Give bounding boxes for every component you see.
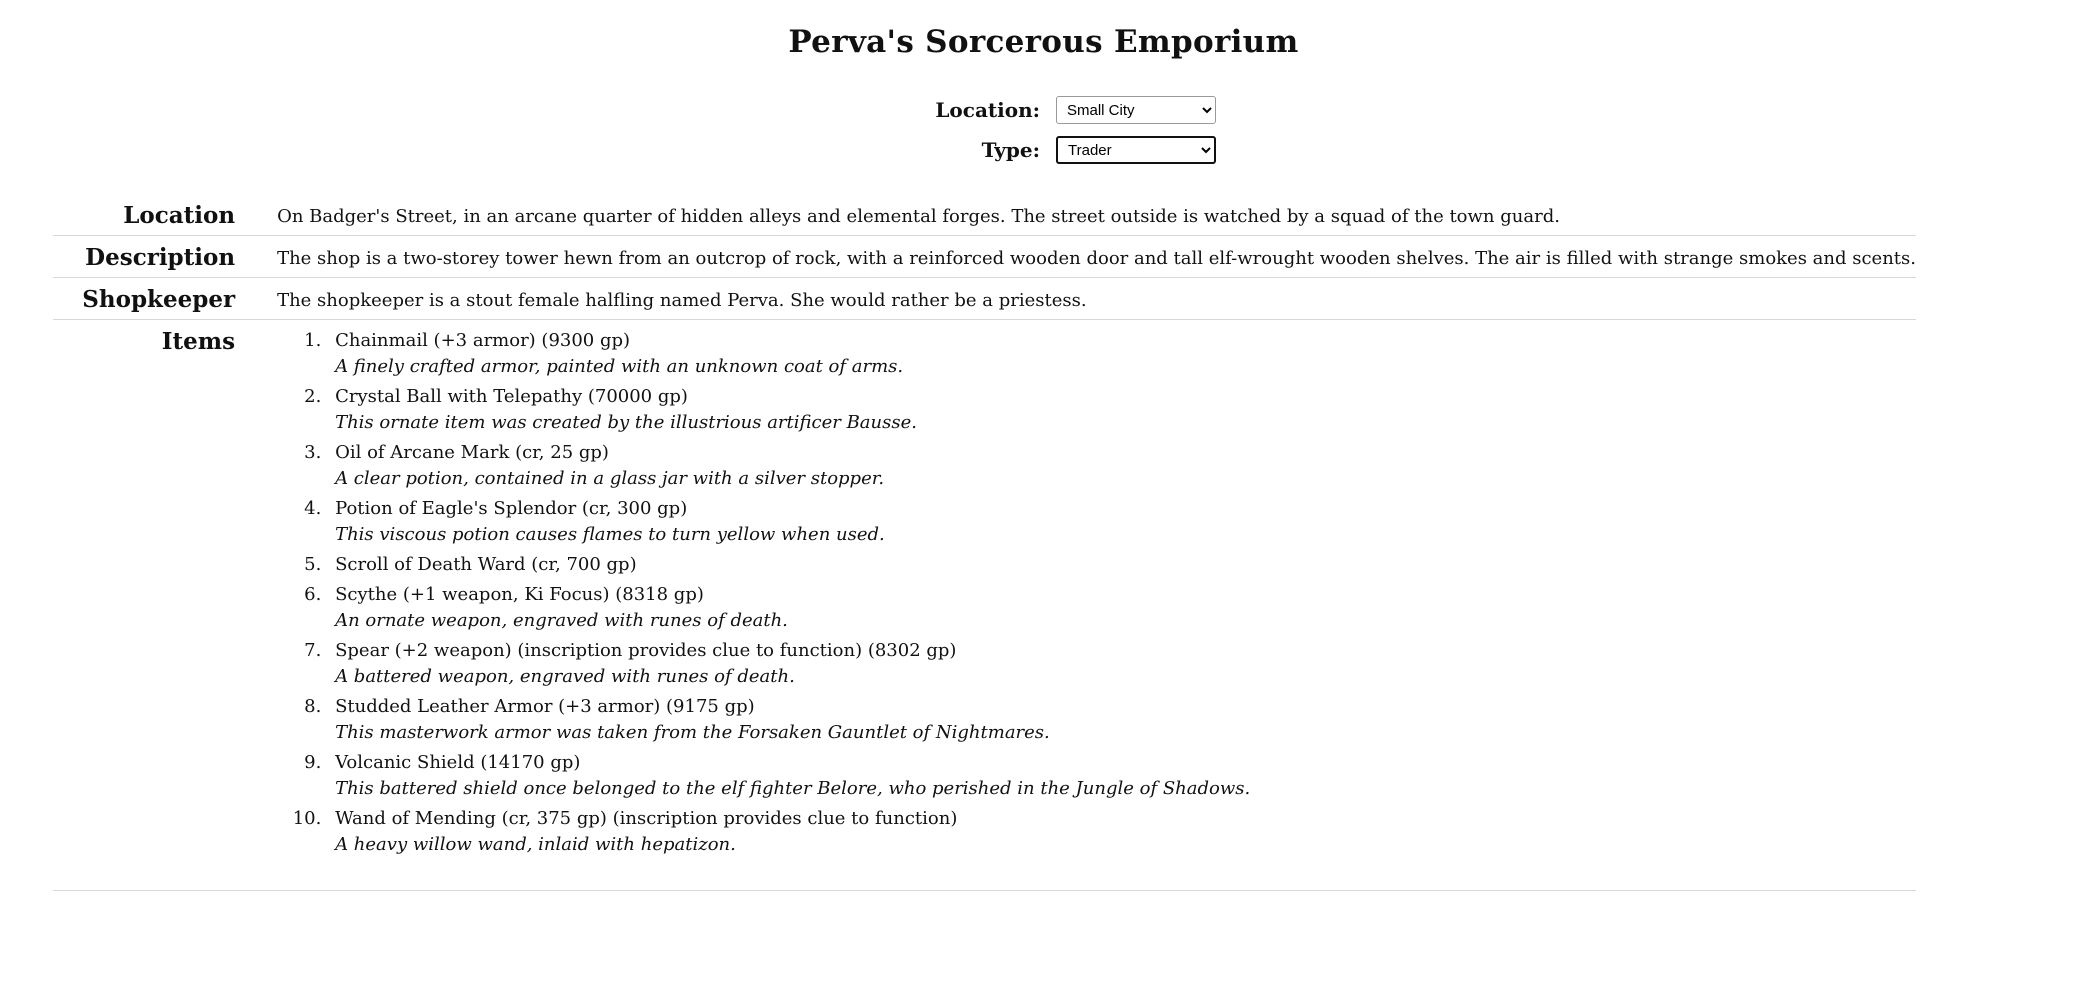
item-description: This battered shield once belonged to the elf fighter Belore, who perished in the Jungle of Shadows. — [335, 778, 1251, 799]
item-name: Scroll of Death Ward (cr, 700 gp) — [335, 554, 637, 575]
description-row — [53, 236, 1916, 278]
type-select-label: Type: — [981, 138, 1040, 162]
item-description: A battered weapon, engraved with runes of death. — [335, 666, 795, 687]
type-select[interactable] — [1056, 136, 1216, 164]
item-description: A finely crafted armor, painted with an unknown coat of arms. — [335, 356, 904, 377]
item-name: Studded Leather Armor (+3 armor) (9175 gp) — [335, 696, 755, 717]
item-name: Chainmail (+3 armor) (9300 gp) — [335, 330, 631, 351]
item-name: Oil of Arcane Mark (cr, 25 gp) — [335, 442, 609, 463]
list-item — [327, 386, 1916, 433]
list-item — [327, 584, 1916, 631]
location-row-header: Location — [53, 194, 235, 236]
item-name: Wand of Mending (cr, 375 gp) (inscription provides clue to function) — [335, 808, 958, 829]
item-name: Potion of Eagle's Splendor (cr, 300 gp) — [335, 498, 688, 519]
list-item — [327, 640, 1916, 687]
type-control-row — [0, 136, 2087, 168]
location-control-row — [0, 96, 2087, 128]
shop-info-table — [53, 194, 1916, 891]
list-item — [327, 696, 1916, 743]
item-name: Scythe (+1 weapon, Ki Focus) (8318 gp) — [335, 584, 704, 605]
list-item — [327, 498, 1916, 545]
item-description: This viscous potion causes flames to turn yellow when used. — [335, 524, 885, 545]
page-title: Perva's Sorcerous Emporium — [788, 24, 1299, 60]
item-name: Volcanic Shield (14170 gp) — [335, 752, 581, 773]
item-description: This ornate item was created by the illustrious artificer Bausse. — [335, 412, 917, 433]
item-description: A heavy willow wand, inlaid with hepatizon. — [335, 834, 736, 855]
list-item — [327, 752, 1916, 799]
list-item — [327, 808, 1916, 855]
item-description: This masterwork armor was taken from the Forsaken Gauntlet of Nightmares. — [335, 722, 1050, 743]
location-select-label: Location: — [935, 98, 1040, 122]
location-select[interactable] — [1056, 96, 1216, 124]
list-item — [327, 330, 1916, 377]
items-row-header: Items — [53, 320, 235, 891]
shopkeeper-row — [53, 278, 1916, 320]
shopkeeper-row-header: Shopkeeper — [53, 278, 235, 320]
list-item — [327, 554, 1916, 575]
item-description: A clear potion, contained in a glass jar with a silver stopper. — [335, 468, 885, 489]
description-row-text: The shop is a two-storey tower hewn from an outcrop of rock, with a reinforced wooden door and tall elf-wrought wooden shelves. The air is filled with strange smokes and scents. — [235, 236, 1916, 278]
list-item — [327, 442, 1916, 489]
item-name: Spear (+2 weapon) (inscription provides clue to function) (8302 gp) — [335, 640, 957, 661]
description-row-header: Description — [53, 236, 235, 278]
items-row-content — [235, 320, 1916, 891]
items-row — [53, 320, 1916, 891]
item-list — [277, 330, 1916, 882]
location-row-text: On Badger's Street, in an arcane quarter of hidden alleys and elemental forges. The street outside is watched by a squad of the town guard. — [235, 194, 1916, 236]
item-name: Crystal Ball with Telepathy (70000 gp) — [335, 386, 688, 407]
location-row — [53, 194, 1916, 236]
item-description: An ornate weapon, engraved with runes of death. — [335, 610, 788, 631]
shopkeeper-row-text: The shopkeeper is a stout female halfling named Perva. She would rather be a priestess. — [235, 278, 1916, 320]
